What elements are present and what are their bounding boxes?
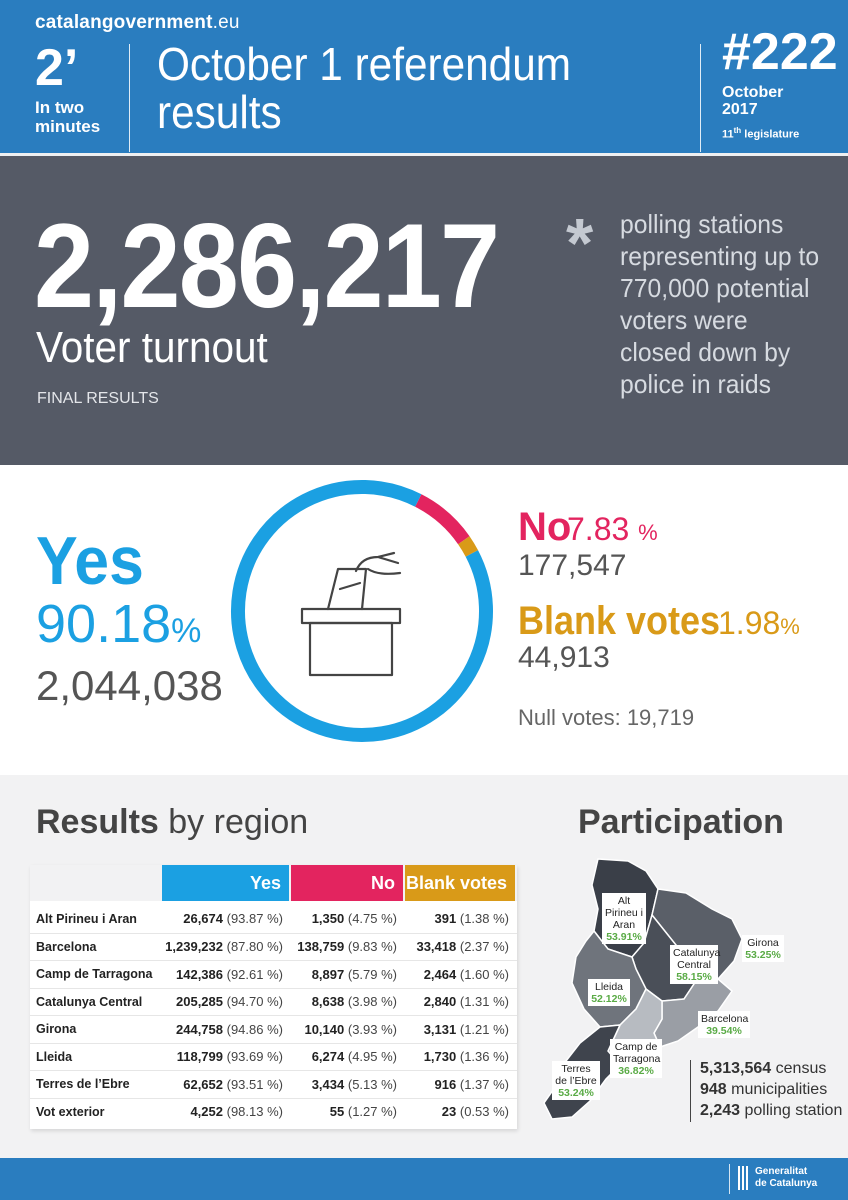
no-cell: 6,274 (4.95 %) (311, 1049, 397, 1065)
yes-percentage: 90.18% (36, 594, 202, 654)
column-header-blank: Blank votes (405, 865, 515, 901)
ballot-box-icon (302, 553, 400, 675)
region-name: Camp de Tarragona (36, 967, 153, 982)
no-cell: 8,638 (3.98 %) (311, 994, 397, 1010)
map-label-catalunya-central: Catalunya Central 58.15% (670, 945, 718, 984)
table-body (30, 901, 517, 1129)
map-label-alt-pirineu: Alt Pirineu i Aran 53.91% (602, 893, 646, 944)
municipalities-stat: 948 municipalities (700, 1081, 828, 1098)
issue-year: 2017 (722, 101, 758, 118)
two-minutes-caption: In two minutes (35, 98, 101, 136)
donut-slice-no (418, 501, 464, 541)
blank-cell: 3,131 (1.21 %) (423, 1021, 509, 1037)
asterisk-icon: * (566, 204, 594, 282)
no-cell: 1,350 (4.75 %) (311, 911, 397, 927)
header (0, 0, 848, 153)
footer-divider (729, 1164, 730, 1194)
yes-cell: 4,252 (98.13 %) (190, 1104, 283, 1120)
map-label-lleida: Lleida 52.12% (588, 979, 630, 1006)
turnout-panel (0, 153, 848, 465)
issue-number: #222 (722, 23, 838, 81)
results-donut-chart (228, 477, 496, 745)
page-title: October 1 referendum results (157, 38, 572, 138)
blank-cell: 1,730 (1.36 %) (423, 1049, 509, 1065)
no-cell: 8,897 (5.79 %) (311, 966, 397, 982)
final-results-label: FINAL RESULTS (37, 390, 159, 407)
no-percentage: 7.83 % (567, 511, 658, 547)
no-cell: 3,434 (5.13 %) (311, 1076, 397, 1092)
region-name: Barcelona (36, 939, 97, 954)
generalitat-logo[interactable]: Generalitat de Catalunya (738, 1166, 817, 1190)
turnout-label: Voter turnout (36, 323, 268, 372)
blank-cell: 23 (0.53 %) (441, 1104, 509, 1120)
yes-votes: 2,044,038 (36, 662, 223, 709)
region-name: Vot exterior (36, 1104, 105, 1119)
table-row (30, 1015, 517, 1043)
blank-percentage: 1.98% (718, 605, 800, 641)
no-label: No (518, 505, 572, 549)
turnout-note: polling stations representing up to 770,000 potential voters were closed down by police in raids (620, 209, 820, 399)
no-cell: 10,140 (3.93 %) (304, 1021, 397, 1037)
region-name: Terres de l’Ebre (36, 1077, 130, 1092)
null-votes: Null votes: 19,719 (518, 705, 695, 730)
donut-slice-blank (464, 540, 472, 553)
yes-cell: 26,674 (93.87 %) (183, 911, 283, 927)
yes-cell: 142,386 (92.61 %) (176, 966, 283, 982)
results-panel (0, 465, 848, 775)
blank-cell: 391 (1.38 %) (434, 911, 509, 927)
header-divider (129, 44, 130, 152)
map-label-camp-de-tarragona: Camp de Tarragona 36.82% (610, 1039, 662, 1078)
blank-cell: 2,840 (1.31 %) (423, 994, 509, 1010)
blank-cell: 2,464 (1.60 %) (423, 966, 509, 982)
footer (0, 1158, 848, 1200)
legislature: 11th legislature (722, 126, 800, 141)
table-row (30, 1043, 517, 1071)
blank-cell: 33,418 (2.37 %) (416, 939, 509, 955)
participation-title: Participation (578, 803, 784, 841)
yes-cell: 205,285 (94.70 %) (176, 994, 283, 1010)
table-row (30, 960, 517, 988)
region-name: Lleida (36, 1049, 73, 1064)
yes-cell: 1,239,232 (87.80 %) (165, 939, 283, 955)
polling-stations-stat: 2,243 polling station (700, 1102, 843, 1119)
table-row (30, 1070, 517, 1098)
table-header (30, 865, 517, 901)
blank-votes: 44,913 (518, 641, 610, 674)
table-row (30, 933, 517, 961)
map-label-terres-de-lebre: Terres de l’Ebre 53.24% (552, 1061, 600, 1100)
regions-section (0, 775, 848, 1158)
table-header-blank (30, 865, 160, 901)
site-name[interactable]: catalangovernment.eu (35, 12, 240, 33)
table-row (30, 988, 517, 1016)
map-label-barcelona: Barcelona 39.54% (698, 1011, 750, 1038)
header-divider (700, 44, 701, 152)
table-row (30, 1098, 517, 1126)
no-cell: 55 (1.27 %) (329, 1104, 397, 1120)
yes-label: Yes (36, 523, 144, 599)
turnout-value: 2,286,217 (34, 199, 499, 333)
no-votes: 177,547 (518, 549, 627, 582)
census-stat: 5,313,564 census (700, 1060, 827, 1077)
table-row (30, 905, 517, 933)
stats-divider (690, 1060, 691, 1122)
yes-cell: 62,652 (93.51 %) (183, 1076, 283, 1092)
region-name: Catalunya Central (36, 994, 143, 1009)
region-name: Girona (36, 1022, 77, 1037)
column-header-no: No (291, 865, 403, 901)
blank-cell: 916 (1.37 %) (434, 1076, 509, 1092)
two-minutes-mark: 2’ (35, 39, 79, 97)
yes-cell: 118,799 (93.69 %) (176, 1049, 283, 1065)
generalitat-emblem-icon (738, 1166, 750, 1190)
region-results-table (30, 865, 517, 1129)
region-name: Alt Pirineu i Aran (36, 911, 137, 926)
participation-stats (700, 1058, 842, 1121)
no-cell: 138,759 (9.83 %) (297, 939, 397, 955)
map-label-girona: Girona 53.25% (742, 935, 784, 962)
yes-cell: 244,758 (94.86 %) (176, 1021, 283, 1037)
blank-label: Blank votes (518, 599, 721, 643)
column-header-yes: Yes (162, 865, 289, 901)
section-title-results-by-region: Results by region (36, 803, 309, 841)
issue-month: October (722, 84, 784, 101)
